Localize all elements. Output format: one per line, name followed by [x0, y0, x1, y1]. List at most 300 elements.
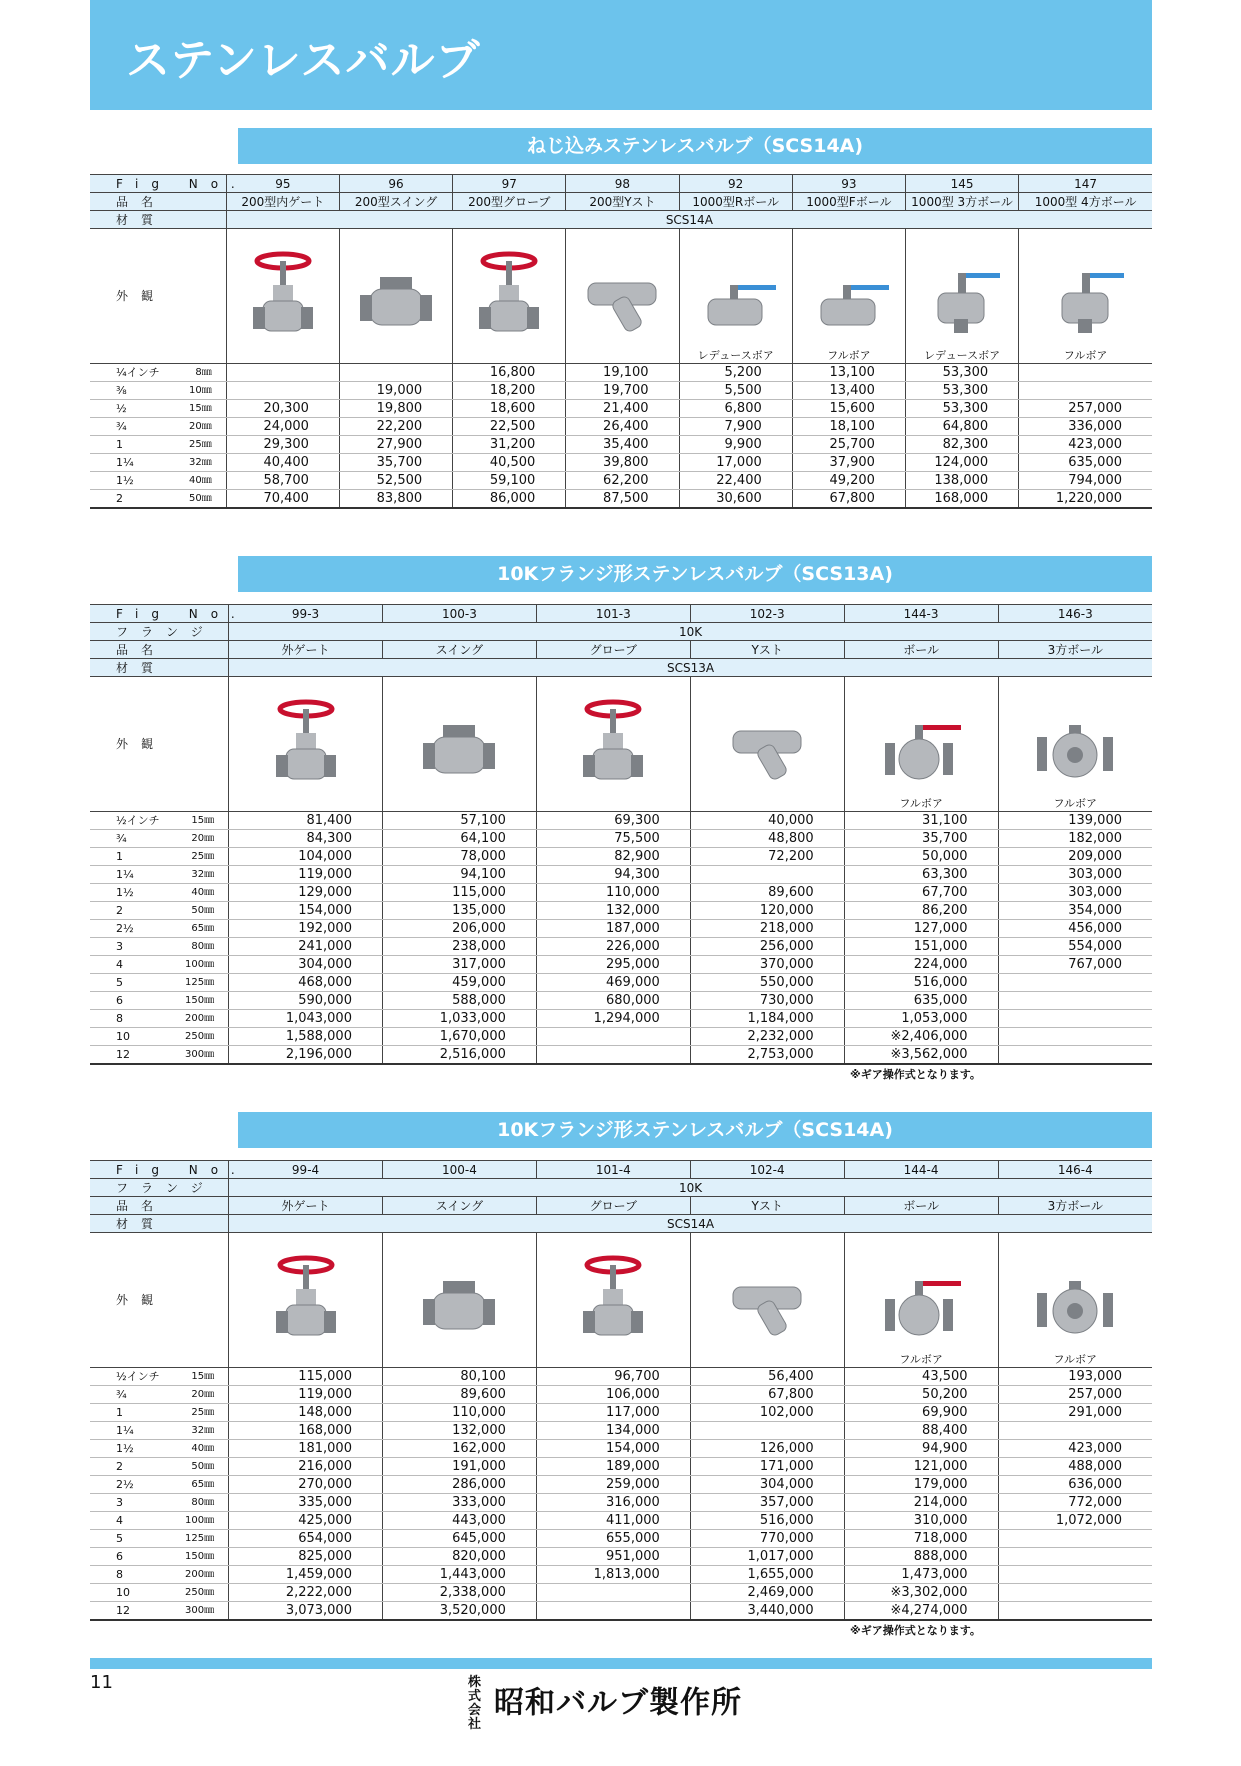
- page-header: [90, 0, 1152, 110]
- product-name: 3方ボール: [998, 641, 1152, 659]
- product-name: スイング: [382, 641, 536, 659]
- price-cell: 179,000: [844, 1476, 998, 1494]
- size-mm: 15㎜: [165, 812, 228, 830]
- section2-note: ※ギア操作式となります。: [850, 1068, 981, 1081]
- bore-caption: [453, 349, 565, 363]
- fig-number: 146-3: [998, 605, 1152, 623]
- fig-row: [90, 175, 1152, 193]
- price-cell: 588,000: [382, 992, 536, 1010]
- appearance-cell: [844, 677, 998, 812]
- flange-row: [90, 623, 1152, 641]
- valve-photo-icon: [417, 1251, 501, 1351]
- company-main: 昭和バルブ製作所: [494, 1685, 742, 1721]
- price-cell: 18,200: [453, 382, 566, 400]
- price-cell: 29,300: [226, 436, 339, 454]
- price-cell: 304,000: [229, 956, 383, 974]
- price-cell: 357,000: [690, 1494, 844, 1512]
- size-mm: 150㎜: [165, 1548, 228, 1566]
- name-label: 品名: [90, 1197, 229, 1215]
- price-cell: [998, 974, 1152, 992]
- size-inch: ¾: [90, 830, 165, 848]
- company-name: [468, 1676, 742, 1732]
- price-cell: 26,400: [566, 418, 679, 436]
- price-cell: 120,000: [690, 902, 844, 920]
- price-cell: 20,300: [226, 400, 339, 418]
- size-inch: 6: [90, 992, 165, 1010]
- price-cell: 80,100: [382, 1368, 536, 1386]
- price-cell: 83,800: [339, 490, 452, 509]
- size-inch: 1½: [90, 884, 165, 902]
- product-name: グローブ: [536, 641, 690, 659]
- price-cell: 168,000: [905, 490, 1018, 509]
- price-cell: 5,500: [679, 382, 792, 400]
- size-mm: 200㎜: [165, 1566, 228, 1584]
- size-inch: ¾: [90, 1386, 165, 1404]
- price-cell: 516,000: [690, 1512, 844, 1530]
- price-cell: 772,000: [998, 1494, 1152, 1512]
- valve-photo-icon: [571, 695, 655, 795]
- price-cell: 2,753,000: [690, 1046, 844, 1065]
- price-cell: 132,000: [536, 902, 690, 920]
- price-cell: 40,400: [226, 454, 339, 472]
- size-row: [90, 1476, 1152, 1494]
- size-mm: 50㎜: [165, 902, 228, 920]
- size-inch: 5: [90, 1530, 165, 1548]
- valve-photo-icon: [807, 247, 891, 347]
- bore-caption: フルボア: [1053, 1353, 1098, 1366]
- price-cell: 30,600: [679, 490, 792, 509]
- price-cell: 81,400: [229, 812, 383, 830]
- size-mm: 25㎜: [164, 436, 226, 454]
- size-mm: 300㎜: [165, 1046, 228, 1065]
- fig-number: 99-3: [229, 605, 383, 623]
- fig-number: 101-4: [536, 1161, 690, 1179]
- fig-number: 96: [339, 175, 452, 193]
- price-cell: 1,043,000: [229, 1010, 383, 1028]
- size-row: [90, 1422, 1152, 1440]
- size-row: [90, 902, 1152, 920]
- section2-table: [90, 604, 1152, 1065]
- size-row: [90, 956, 1152, 974]
- section3-table: [90, 1160, 1152, 1621]
- price-cell: 423,000: [1019, 436, 1152, 454]
- size-mm: 15㎜: [165, 1368, 228, 1386]
- size-mm: 25㎜: [165, 848, 228, 866]
- price-cell: 550,000: [690, 974, 844, 992]
- size-inch: 1¼: [90, 1422, 165, 1440]
- size-mm: 15㎜: [164, 400, 226, 418]
- size-inch: 2: [90, 490, 164, 509]
- price-cell: 635,000: [844, 992, 998, 1010]
- size-inch: ⅜: [90, 382, 164, 400]
- price-cell: 257,000: [1019, 400, 1152, 418]
- price-cell: 94,900: [844, 1440, 998, 1458]
- price-cell: 94,300: [536, 866, 690, 884]
- price-cell: 226,000: [536, 938, 690, 956]
- price-cell: 718,000: [844, 1530, 998, 1548]
- fig-number: 144-4: [844, 1161, 998, 1179]
- price-cell: 31,200: [453, 436, 566, 454]
- price-cell: [998, 1548, 1152, 1566]
- price-cell: 1,670,000: [382, 1028, 536, 1046]
- size-mm: 50㎜: [164, 490, 226, 509]
- fig-label: Fig No.: [90, 1161, 229, 1179]
- size-inch: 10: [90, 1028, 165, 1046]
- name-label: 品名: [90, 641, 229, 659]
- price-cell: 139,000: [998, 812, 1152, 830]
- bore-caption: [691, 1353, 844, 1367]
- size-mm: 10㎜: [164, 382, 226, 400]
- price-cell: 21,400: [566, 400, 679, 418]
- size-inch: 2½: [90, 1476, 165, 1494]
- price-cell: 78,000: [382, 848, 536, 866]
- product-name: 200型Yスト: [566, 193, 679, 211]
- size-mm: 80㎜: [165, 938, 228, 956]
- valve-photo-icon: [920, 247, 1004, 347]
- price-cell: [690, 1422, 844, 1440]
- price-cell: [998, 992, 1152, 1010]
- price-cell: 411,000: [536, 1512, 690, 1530]
- size-mm: 250㎜: [165, 1028, 228, 1046]
- size-mm: 50㎜: [165, 1458, 228, 1476]
- size-mm: 125㎜: [165, 974, 228, 992]
- bore-caption: [537, 1353, 690, 1367]
- bore-caption: [537, 797, 690, 811]
- price-cell: 635,000: [1019, 454, 1152, 472]
- price-cell: 316,000: [536, 1494, 690, 1512]
- size-row: [90, 938, 1152, 956]
- size-mm: 20㎜: [165, 1386, 228, 1404]
- bore-caption: [383, 1353, 536, 1367]
- bore-caption: レデュースボア: [923, 349, 1001, 362]
- price-cell: 19,700: [566, 382, 679, 400]
- price-cell: 126,000: [690, 1440, 844, 1458]
- price-cell: 1,053,000: [844, 1010, 998, 1028]
- appearance-row: [90, 229, 1152, 364]
- price-cell: 86,000: [453, 490, 566, 509]
- appearance-label: 外観: [90, 677, 229, 812]
- price-cell: [1019, 382, 1152, 400]
- flange-row: [90, 1179, 1152, 1197]
- price-cell: 43,500: [844, 1368, 998, 1386]
- bore-caption: [691, 797, 844, 811]
- size-inch: 2: [90, 1458, 165, 1476]
- appearance-cell: [1019, 229, 1152, 364]
- size-inch: 2: [90, 902, 165, 920]
- appearance-cell: [453, 229, 566, 364]
- size-inch: 1: [90, 848, 165, 866]
- size-row: [90, 974, 1152, 992]
- price-cell: [998, 1566, 1152, 1584]
- price-cell: 333,000: [382, 1494, 536, 1512]
- product-name: 1000型 4方ボール: [1019, 193, 1152, 211]
- size-row: [90, 1404, 1152, 1422]
- price-cell: 22,500: [453, 418, 566, 436]
- price-cell: 2,196,000: [229, 1046, 383, 1065]
- price-cell: 39,800: [566, 454, 679, 472]
- price-cell: 9,900: [679, 436, 792, 454]
- price-cell: 25,700: [792, 436, 905, 454]
- fig-number: 93: [792, 175, 905, 193]
- price-cell: 354,000: [998, 902, 1152, 920]
- price-cell: 102,000: [690, 1404, 844, 1422]
- size-mm: 20㎜: [165, 830, 228, 848]
- bore-caption: フルボア: [827, 349, 871, 362]
- appearance-cell: [382, 677, 536, 812]
- section1-title: ねじ込みステンレスバルブ（SCS14A): [238, 128, 1152, 164]
- valve-photo-icon: [1033, 1251, 1117, 1351]
- product-name: Yスト: [690, 641, 844, 659]
- price-cell: 181,000: [229, 1440, 383, 1458]
- product-name: スイング: [382, 1197, 536, 1215]
- price-cell: 67,800: [792, 490, 905, 509]
- price-cell: [1019, 364, 1152, 382]
- valve-photo-icon: [417, 695, 501, 795]
- price-cell: 5,200: [679, 364, 792, 382]
- size-row: [90, 830, 1152, 848]
- size-mm: 32㎜: [165, 1422, 228, 1440]
- price-cell: 459,000: [382, 974, 536, 992]
- material-value: SCS14A: [226, 211, 1152, 229]
- appearance-cell: [229, 1233, 383, 1368]
- price-cell: 187,000: [536, 920, 690, 938]
- bore-caption: フルボア: [899, 797, 943, 810]
- price-cell: ※3,562,000: [844, 1046, 998, 1065]
- price-cell: 13,400: [792, 382, 905, 400]
- price-cell: 132,000: [382, 1422, 536, 1440]
- size-row: [90, 848, 1152, 866]
- price-cell: 69,900: [844, 1404, 998, 1422]
- price-cell: 1,473,000: [844, 1566, 998, 1584]
- price-cell: 50,200: [844, 1386, 998, 1404]
- bore-caption: フルボア: [1063, 349, 1108, 362]
- price-cell: ※2,406,000: [844, 1028, 998, 1046]
- price-cell: 22,200: [339, 418, 452, 436]
- price-cell: 75,500: [536, 830, 690, 848]
- product-name: ボール: [844, 641, 998, 659]
- company-prefix: 株式会社: [468, 1675, 483, 1732]
- price-cell: 18,600: [453, 400, 566, 418]
- price-cell: 40,500: [453, 454, 566, 472]
- price-cell: [536, 1028, 690, 1046]
- price-cell: 654,000: [229, 1530, 383, 1548]
- price-cell: 680,000: [536, 992, 690, 1010]
- size-row: [90, 1494, 1152, 1512]
- bore-caption: [227, 349, 339, 363]
- size-inch: 12: [90, 1046, 165, 1065]
- size-inch: ½インチ: [90, 812, 165, 830]
- price-cell: 767,000: [998, 956, 1152, 974]
- price-cell: 64,800: [905, 418, 1018, 436]
- product-name: 外ゲート: [229, 641, 383, 659]
- size-row: [90, 472, 1152, 490]
- valve-photo-icon: [694, 247, 778, 347]
- fig-number: 98: [566, 175, 679, 193]
- size-row: [90, 418, 1152, 436]
- size-row: [90, 1010, 1152, 1028]
- fig-row: [90, 605, 1152, 623]
- price-cell: 645,000: [382, 1530, 536, 1548]
- fig-label: Fig No.: [90, 605, 229, 623]
- price-cell: [998, 1028, 1152, 1046]
- product-name: 1000型Rボール: [679, 193, 792, 211]
- appearance-cell: [226, 229, 339, 364]
- material-row: [90, 1215, 1152, 1233]
- price-cell: 303,000: [998, 884, 1152, 902]
- price-cell: 3,440,000: [690, 1602, 844, 1621]
- name-row: [90, 641, 1152, 659]
- price-cell: 117,000: [536, 1404, 690, 1422]
- section2-title: 10Kフランジ形ステンレスバルブ（SCS13A): [238, 556, 1152, 592]
- price-cell: 1,294,000: [536, 1010, 690, 1028]
- price-cell: 70,400: [226, 490, 339, 509]
- size-mm: 8㎜: [164, 364, 226, 382]
- size-row: [90, 1028, 1152, 1046]
- size-inch: ¾: [90, 418, 164, 436]
- size-row: [90, 1548, 1152, 1566]
- price-cell: 516,000: [844, 974, 998, 992]
- page-title: ステンレスバルブ: [126, 35, 481, 86]
- size-mm: 150㎜: [165, 992, 228, 1010]
- size-row: [90, 364, 1152, 382]
- price-cell: 119,000: [229, 866, 383, 884]
- flange-label: フランジ: [90, 1179, 229, 1197]
- size-inch: 4: [90, 1512, 165, 1530]
- price-cell: 94,100: [382, 866, 536, 884]
- size-row: [90, 920, 1152, 938]
- size-mm: 100㎜: [165, 1512, 228, 1530]
- section1-table: [90, 174, 1152, 509]
- size-row: [90, 992, 1152, 1010]
- price-cell: 31,100: [844, 812, 998, 830]
- price-cell: 770,000: [690, 1530, 844, 1548]
- price-cell: [536, 1046, 690, 1065]
- valve-photo-icon: [1033, 695, 1117, 795]
- fig-number: 95: [226, 175, 339, 193]
- size-mm: 250㎜: [165, 1584, 228, 1602]
- price-cell: 1,184,000: [690, 1010, 844, 1028]
- price-cell: 423,000: [998, 1440, 1152, 1458]
- price-cell: 82,900: [536, 848, 690, 866]
- price-cell: [339, 364, 452, 382]
- size-row: [90, 400, 1152, 418]
- name-row: [90, 1197, 1152, 1215]
- appearance-cell: [229, 677, 383, 812]
- price-cell: 370,000: [690, 956, 844, 974]
- price-cell: 53,300: [905, 400, 1018, 418]
- price-cell: 1,655,000: [690, 1566, 844, 1584]
- price-cell: 238,000: [382, 938, 536, 956]
- size-inch: 1¼: [90, 454, 164, 472]
- price-cell: [998, 1422, 1152, 1440]
- footer-bar: [90, 1658, 1152, 1669]
- price-cell: 87,500: [566, 490, 679, 509]
- price-cell: 214,000: [844, 1494, 998, 1512]
- appearance-cell: [566, 229, 679, 364]
- price-cell: ※4,274,000: [844, 1602, 998, 1621]
- price-cell: 48,800: [690, 830, 844, 848]
- price-cell: 206,000: [382, 920, 536, 938]
- appearance-cell: [382, 1233, 536, 1368]
- price-cell: 154,000: [536, 1440, 690, 1458]
- price-cell: 191,000: [382, 1458, 536, 1476]
- price-cell: 24,000: [226, 418, 339, 436]
- price-cell: 67,800: [690, 1386, 844, 1404]
- price-cell: 468,000: [229, 974, 383, 992]
- price-cell: 2,232,000: [690, 1028, 844, 1046]
- price-cell: 335,000: [229, 1494, 383, 1512]
- price-cell: 3,520,000: [382, 1602, 536, 1621]
- size-mm: 100㎜: [165, 956, 228, 974]
- price-cell: 15,600: [792, 400, 905, 418]
- price-cell: 86,200: [844, 902, 998, 920]
- appearance-cell: [536, 1233, 690, 1368]
- size-mm: 80㎜: [165, 1494, 228, 1512]
- price-cell: 425,000: [229, 1512, 383, 1530]
- size-inch: 6: [90, 1548, 165, 1566]
- price-cell: 192,000: [229, 920, 383, 938]
- price-cell: 35,700: [844, 830, 998, 848]
- price-cell: 121,000: [844, 1458, 998, 1476]
- size-row: [90, 1046, 1152, 1065]
- price-cell: [690, 866, 844, 884]
- product-name: 200型内ゲート: [226, 193, 339, 211]
- valve-photo-icon: [725, 695, 809, 795]
- fig-number: 100-4: [382, 1161, 536, 1179]
- price-cell: 469,000: [536, 974, 690, 992]
- appearance-label: 外観: [90, 1233, 229, 1368]
- material-label: 材質: [90, 211, 226, 229]
- price-cell: 13,100: [792, 364, 905, 382]
- valve-photo-icon: [264, 1251, 348, 1351]
- price-cell: 241,000: [229, 938, 383, 956]
- price-cell: 67,700: [844, 884, 998, 902]
- price-cell: 259,000: [536, 1476, 690, 1494]
- price-cell: 57,100: [382, 812, 536, 830]
- valve-photo-icon: [1044, 247, 1128, 347]
- valve-photo-icon: [879, 695, 963, 795]
- size-inch: 1¼: [90, 866, 165, 884]
- material-row: [90, 211, 1152, 229]
- size-inch: 2½: [90, 920, 165, 938]
- size-row: [90, 884, 1152, 902]
- price-cell: 1,220,000: [1019, 490, 1152, 509]
- price-cell: 456,000: [998, 920, 1152, 938]
- price-cell: 119,000: [229, 1386, 383, 1404]
- size-mm: 40㎜: [164, 472, 226, 490]
- product-name: グローブ: [536, 1197, 690, 1215]
- price-cell: 6,800: [679, 400, 792, 418]
- bore-caption: [229, 1353, 382, 1367]
- price-cell: 16,800: [453, 364, 566, 382]
- price-cell: 84,300: [229, 830, 383, 848]
- price-cell: 488,000: [998, 1458, 1152, 1476]
- price-cell: 209,000: [998, 848, 1152, 866]
- fig-number: 147: [1019, 175, 1152, 193]
- price-cell: 115,000: [229, 1368, 383, 1386]
- price-cell: 3,073,000: [229, 1602, 383, 1621]
- price-cell: 794,000: [1019, 472, 1152, 490]
- material-label: 材質: [90, 1215, 229, 1233]
- bore-caption: [383, 797, 536, 811]
- price-cell: 35,700: [339, 454, 452, 472]
- price-cell: 270,000: [229, 1476, 383, 1494]
- fig-number: 102-4: [690, 1161, 844, 1179]
- price-cell: 310,000: [844, 1512, 998, 1530]
- size-inch: 1½: [90, 472, 164, 490]
- price-cell: 168,000: [229, 1422, 383, 1440]
- size-inch: 3: [90, 1494, 165, 1512]
